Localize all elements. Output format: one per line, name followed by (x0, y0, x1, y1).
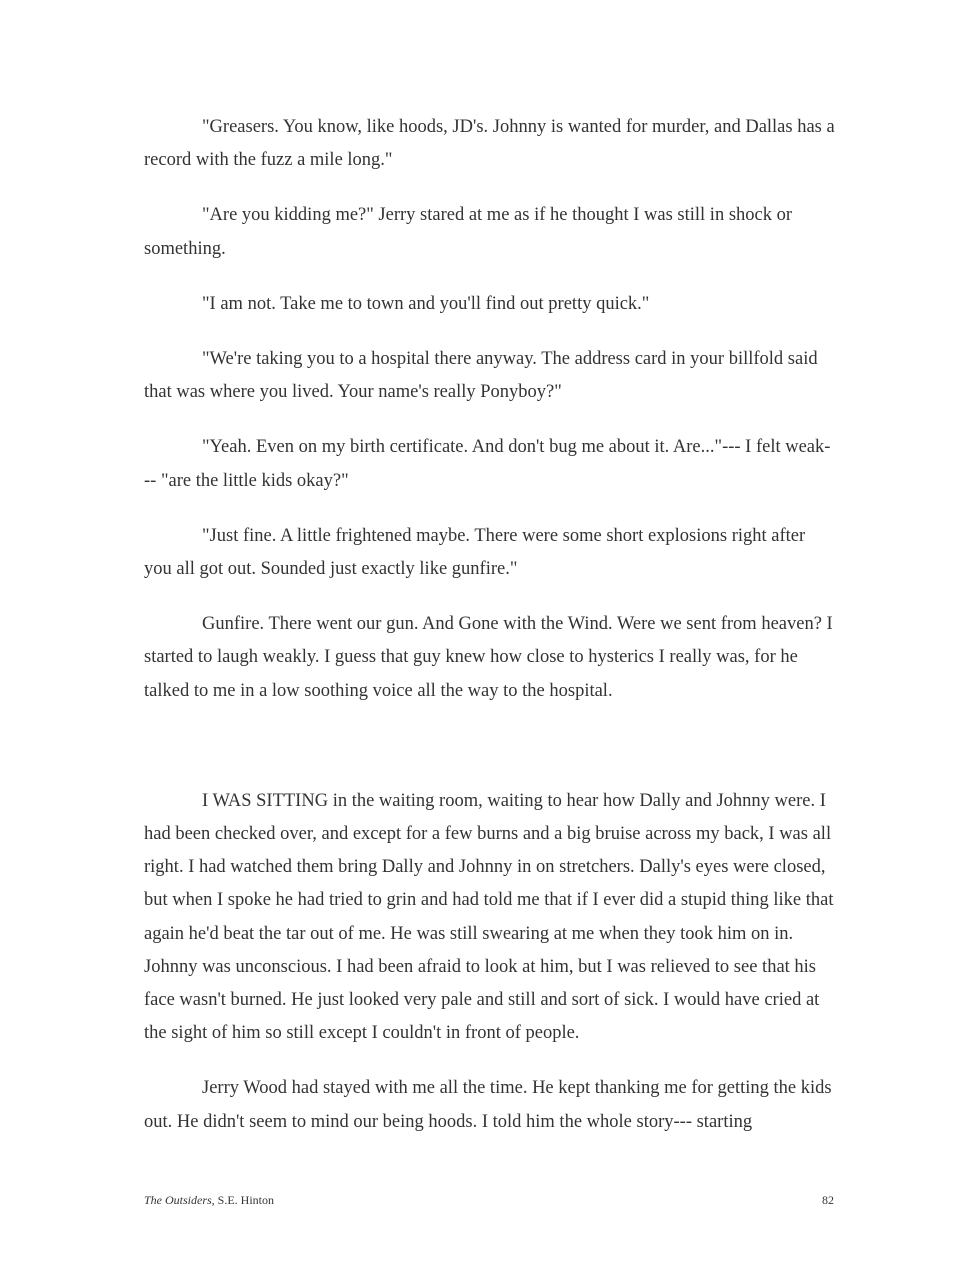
footer-citation (144, 1193, 274, 1208)
paragraph: "Just fine. A little frightened maybe. There were some short explosions right after you all got out. Sounded just exactly like gunfire." (144, 525, 806, 580)
body-text (144, 111, 836, 1139)
paragraph: "Yeah. Even on my birth certificate. And don't bug me about it. Are..."--- I felt weak--- "are the little kids okay?" (144, 437, 831, 491)
book-title: The Outsiders (144, 1193, 212, 1207)
section-break (144, 708, 836, 785)
paragraph: Jerry Wood had stayed with me all the time. He kept thanking me for getting the kids out. He didn't seem to mind our being hoods. I told him the whole story--- starting (144, 1078, 832, 1132)
paragraph: "I am not. Take me to town and you'll find out pretty quick." (202, 293, 650, 314)
paragraph: "Greasers. You know, like hoods, JD's. Johnny is wanted for murder, and Dallas has a record with the fuzz a mile long." (144, 117, 835, 171)
paragraph: "Are you kidding me?" Jerry stared at me as if he thought I was still in shock or something. (144, 205, 793, 259)
paragraph: Gunfire. There went our gun. And Gone with the Wind. Were we sent from heaven? I started to laugh weakly. I guess that guy knew how close to hysterics I really was, for he talked to me in a low soothing voice all the way to the hospital. (144, 614, 833, 701)
paragraph: I WAS SITTING in the waiting room, waiting to hear how Dally and Johnny were. I had been checked over, and except for a few burns and a big bruise across my back, I was all right. I had watched them bring Dally and Johnny in on stretchers. Dally's eyes were closed, but when I spoke he had tried to grin and had told me that if I ever did a stupid thing like that again he'd beat the tar out of me. He was still swearing at me when they took him on in. Johnny was unconscious. I had been afraid to look at him, but I was relieved to see that his face wasn't burned. He just looked very pale and still and sort of sick. I would have cried at the sight of him so still except I couldn't in front of people. (144, 790, 834, 1044)
paragraph: "We're taking you to a hospital there anyway. The address card in your billfold said that was where you lived. Your name's really Ponyboy?" (144, 349, 818, 403)
page-number: 82 (822, 1193, 834, 1207)
book-author: , S.E. Hinton (211, 1193, 275, 1207)
